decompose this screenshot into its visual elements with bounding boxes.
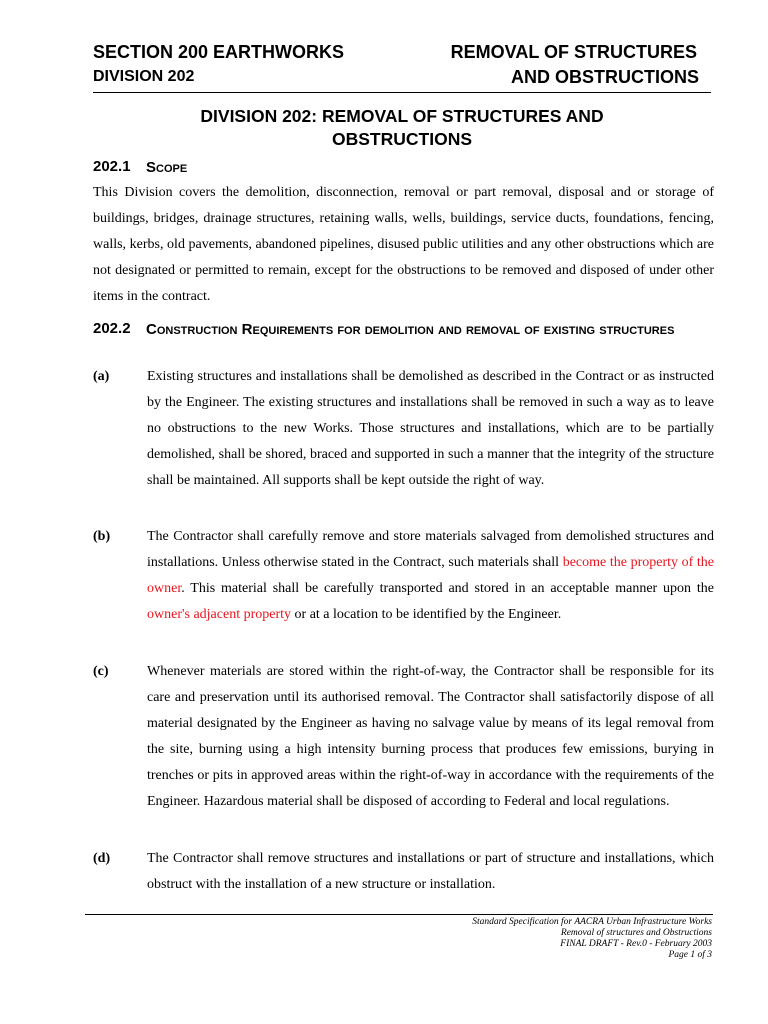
page-title: [100, 105, 704, 151]
header-topic-line-2: AND OBSTRUCTIONS: [511, 67, 699, 87]
running-header-row-2: [93, 68, 711, 90]
section-heading-scope: [93, 158, 293, 180]
list-item-text: Existing structures and installations shall be demolished as described in the Contract or as instructed by the Engineer. The existing structures and installations shall be removed in such a way as to leave no obstructions to the new Works. Those structures and installations, which are to be partially demolished, shall be shored, braced and supported in such a manner that the integrity of the structure shall be maintained. All supports shall be kept outside the right of way.: [147, 369, 714, 488]
running-header-row-1: [93, 42, 711, 66]
section-number: 202.1: [93, 158, 131, 175]
text-run: . This material shall be carefully transported and stored in an acceptable manner upon the: [181, 580, 714, 596]
header-topic-line-1: REMOVAL OF STRUCTURES: [450, 42, 697, 62]
list-item-text: The Contractor shall remove structures and installations or part of structure and installations, which obstruct with the installation of a new structure or installation.: [147, 851, 714, 892]
highlighted-text: owner's adjacent property: [147, 606, 292, 622]
page-title-line-1: DIVISION 202: REMOVAL OF STRUCTURES AND: [200, 106, 604, 126]
footer-page-number: Page 1 of 3: [668, 950, 712, 960]
section-number: 202.2: [93, 320, 131, 337]
list-item-text: [147, 524, 714, 628]
list-item-label: (b): [93, 529, 111, 544]
footer-divider: [85, 914, 713, 915]
section-heading-construction: [93, 320, 723, 362]
text-run: or at a location to be identified by the Engineer.: [291, 606, 562, 622]
section-title: Construction Requirements for demolition and removal of existing structures: [146, 321, 675, 338]
highlighted-text: become the property of the owner: [147, 554, 714, 596]
footer-spec-title: Standard Specification for AACRA Urban Infrastructure Works: [472, 917, 712, 927]
list-item-label: (a): [93, 369, 110, 384]
footer-revision: FINAL DRAFT - Rev.0 - February 2003: [560, 939, 712, 949]
list-item-label: (d): [93, 851, 111, 866]
header-section-label: SECTION 200 EARTHWORKS: [93, 42, 345, 62]
page-title-line-2: OBSTRUCTIONS: [332, 129, 472, 149]
list-item-text: Whenever materials are stored within the right-of-way, the Contractor shall be responsible for its care and preservation until its authorised removal. The Contractor shall satisfactorily dispose of all material designated by the Engineer as having no salvage value by means of its legal removal from the site, burning using a high intensity burning process that produces few emissions, burying in trenches or pits in approved areas within the right-of-way in accordance with the requirements of the Engineer. Hazardous material shall be disposed of according to Federal and local regulations.: [147, 664, 714, 809]
section-title: Scope: [146, 159, 188, 176]
footer-topic: Removal of structures and Obstructions: [560, 928, 712, 938]
page-footer: [312, 917, 712, 961]
text-run: The Contractor shall carefully remove and store materials salvaged from demolished structures and installations. Unless otherwise stated in the Contract, such materials shall: [147, 529, 714, 570]
scope-paragraph: This Division covers the demolition, disconnection, removal or part removal, disposal and or storage of buildings, bridges, drainage structures, retaining walls, wells, buildings, service ducts, foundations, fencing, walls, kerbs, old pavements, abandoned pipelines, disused public utilities and any other obstructions which are not designated or permitted to remain, except for the obstructions to be removed and disposed of under other items in the contract.: [93, 185, 714, 304]
header-divider: [93, 92, 711, 93]
list-item-label: (c): [93, 664, 109, 679]
header-division-label: DIVISION 202: [93, 68, 195, 85]
